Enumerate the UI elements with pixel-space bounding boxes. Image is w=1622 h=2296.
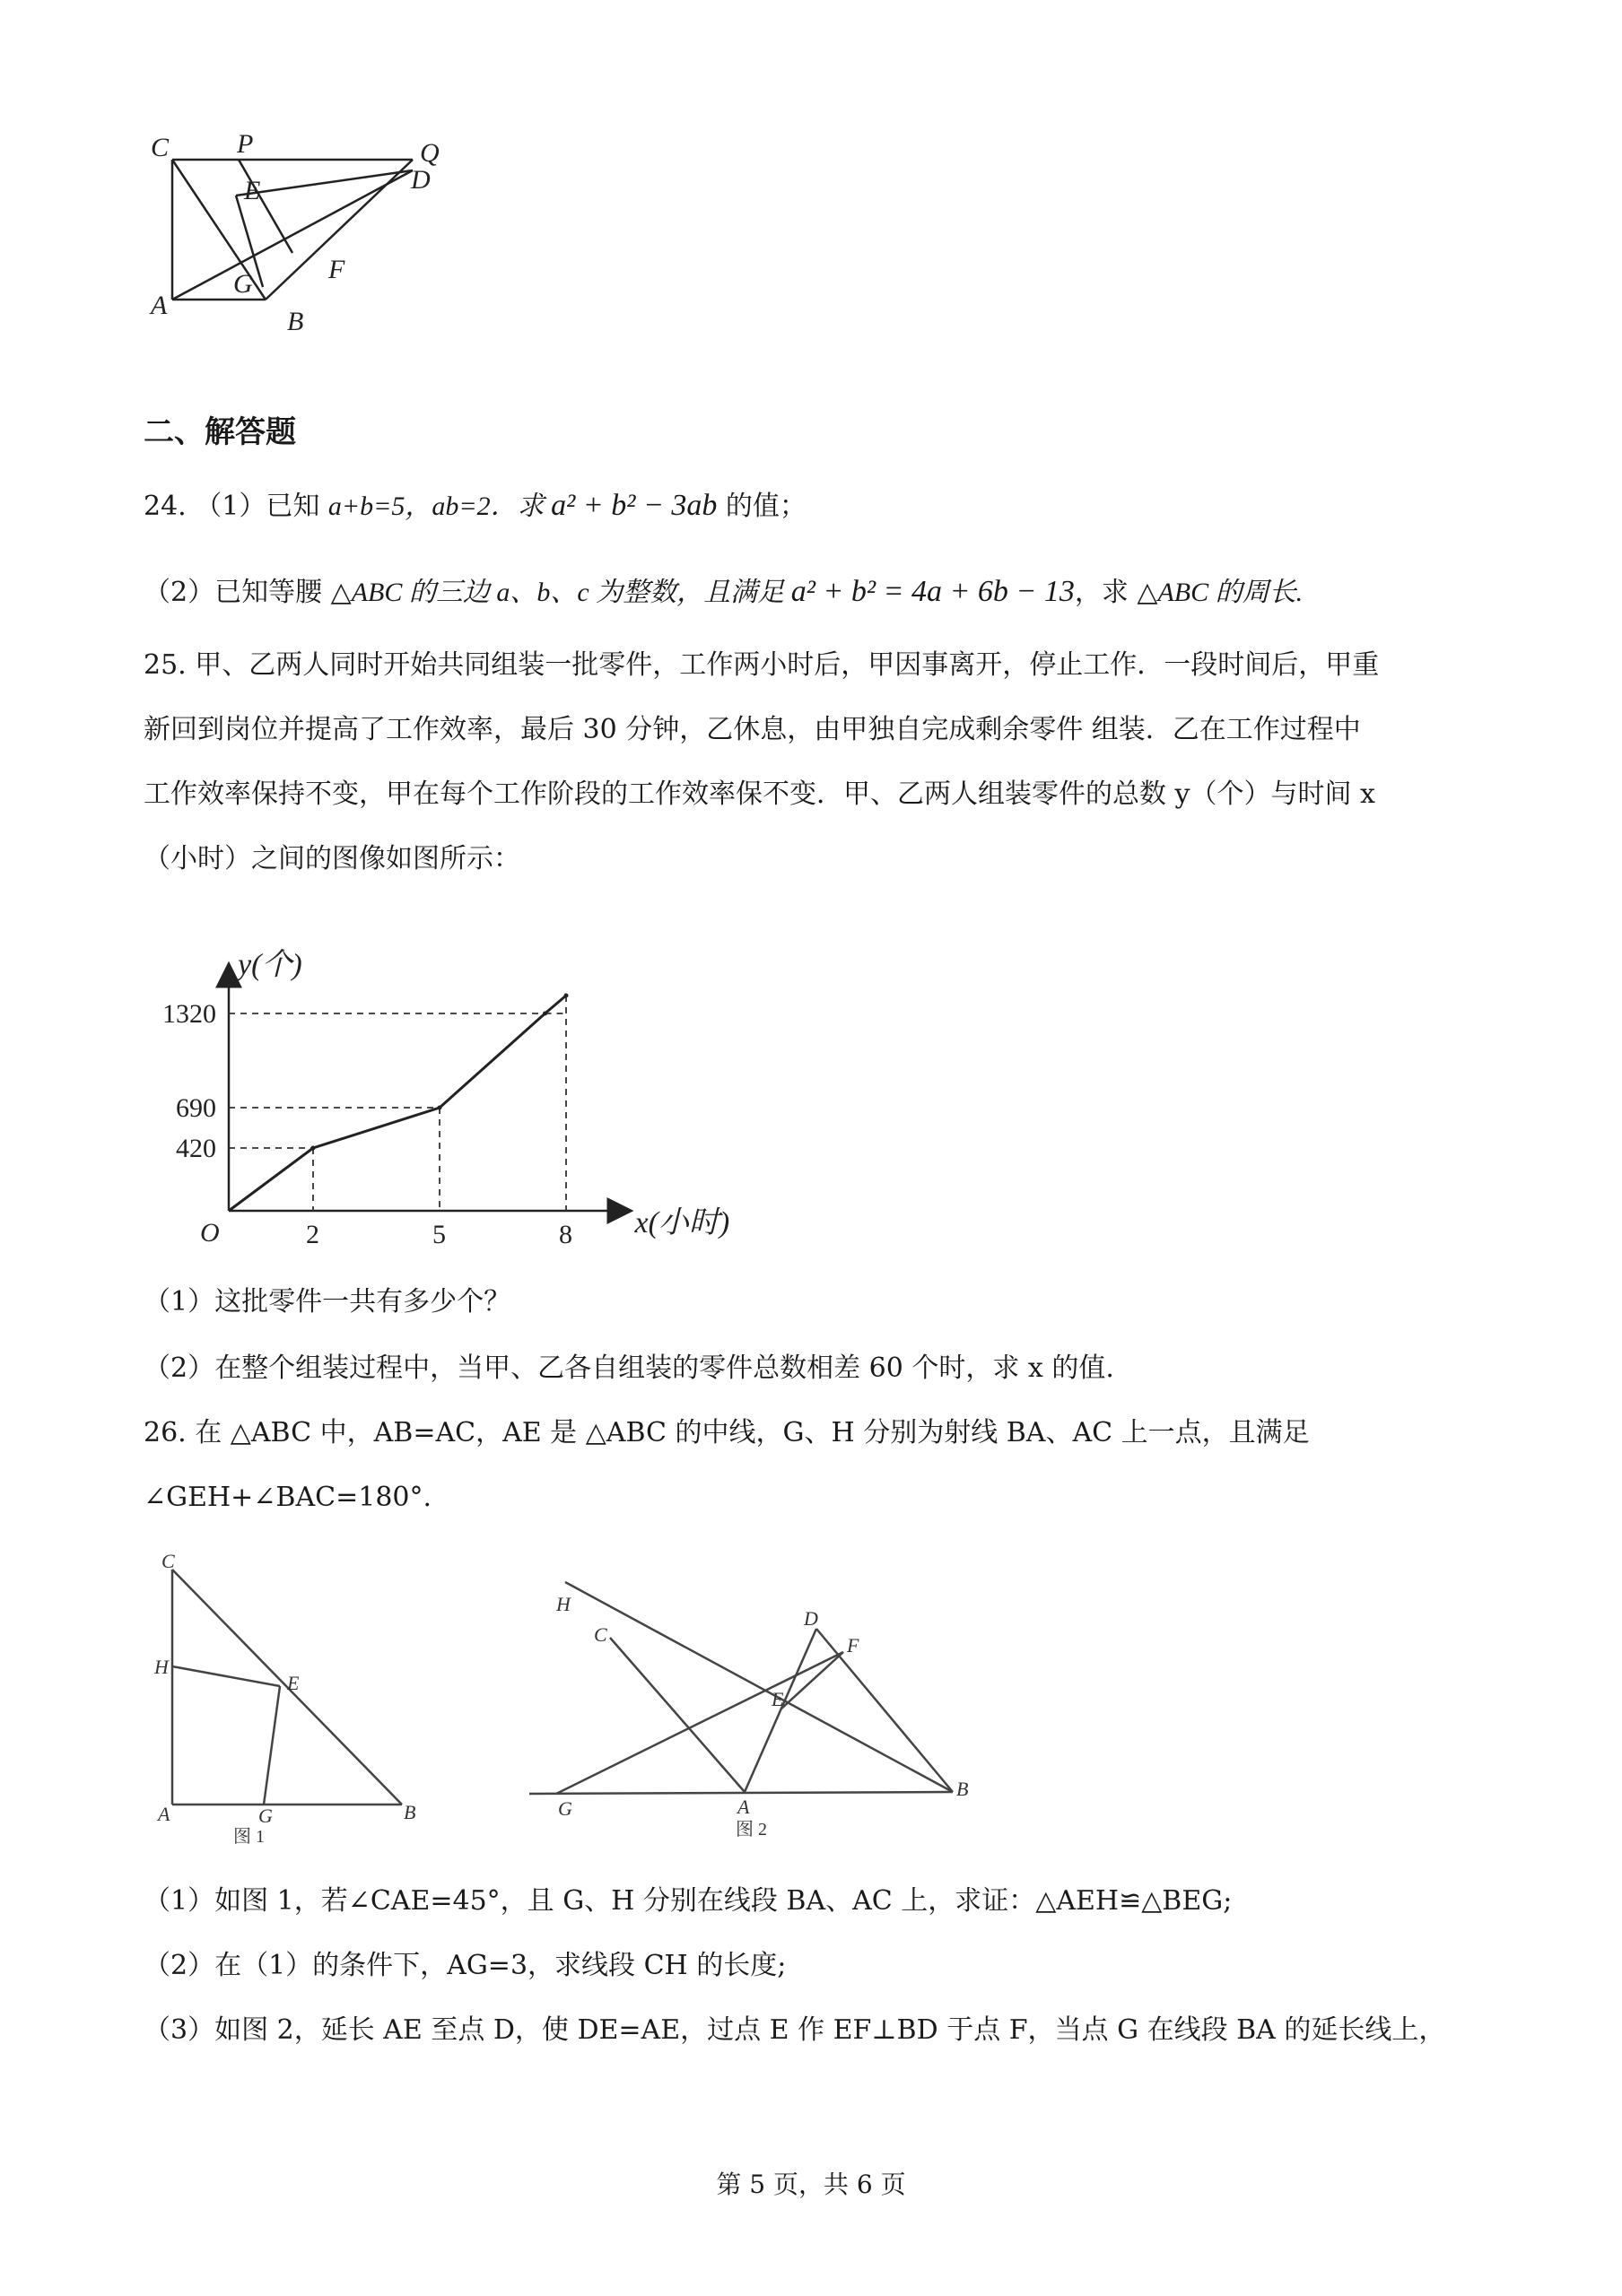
- y-tick-label: 420: [176, 1134, 216, 1163]
- q24-condition: a+b=5，ab=2．求: [327, 491, 552, 521]
- q24-2-end: ABC 的周长.: [1157, 578, 1304, 607]
- q24-2-mid: ABC 的三边 a、b、c 为整数，且满足: [351, 578, 791, 607]
- fig2-label-H: H: [556, 1593, 571, 1615]
- q24-prefix: 24. （1）已知: [144, 491, 328, 522]
- fig1-label-A: A: [158, 1803, 170, 1825]
- label-F: F: [328, 255, 345, 284]
- q26-sub-1: （1）如图 1，若∠CAE=45°，且 G、H 分别在线段 BA、AC 上，求证：△AEH≌△BEG;: [144, 1885, 1233, 1917]
- q25-para-3: 工作效率保持不变，甲在每个工作阶段的工作效率保不变．甲、乙两人组装零件的总数 y（个）与时间 x: [144, 778, 1375, 810]
- fig2-caption: 图 2: [736, 1820, 767, 1839]
- q24-2-prefix: （2）已知等腰: [144, 577, 331, 608]
- q26-figure-1: [144, 1546, 440, 1851]
- label-Q: Q: [420, 138, 440, 168]
- label-C: C: [151, 133, 170, 162]
- x-tick-label: 2: [306, 1220, 319, 1249]
- q25-sub-2: （2）在整个组装过程中，当甲、乙各自组装的零件总数相差 60 个时，求 x 的值.: [144, 1352, 1114, 1384]
- label-P: P: [237, 129, 254, 159]
- origin-label: O: [200, 1218, 220, 1248]
- x-tick-label: 5: [432, 1220, 446, 1249]
- label-D: D: [411, 165, 431, 195]
- x-tick-label: 8: [559, 1220, 572, 1249]
- figure-parallelogram: [144, 126, 467, 341]
- q25-sub-1: （1）这批零件一共有多少个？: [144, 1286, 511, 1318]
- q26-sub-3: （3）如图 2，延长 AE 至点 D，使 DE=AE，过点 E 作 EF⊥BD 于点 F，当点 G 在线段 BA 的延长线上，: [144, 2014, 1446, 2046]
- q24-expression: a² + b² − 3ab: [551, 489, 718, 522]
- fig2-label-A: A: [737, 1796, 750, 1818]
- triangle-symbol: △: [330, 577, 352, 608]
- y-tick-label: 1320: [162, 999, 216, 1029]
- q25-para-4: （小时）之间的图像如图所示：: [144, 843, 520, 874]
- q26-sub-2: （2）在（1）的条件下，AG=3，求线段 CH 的长度;: [144, 1950, 787, 1981]
- y-axis-label: y(个): [238, 948, 302, 982]
- q26-figure-2: [529, 1566, 996, 1844]
- fig2-label-C: C: [594, 1623, 607, 1646]
- fig2-label-D: D: [804, 1607, 818, 1630]
- q26-line-2: ∠GEH+∠BAC=180°.: [144, 1482, 432, 1513]
- q24-2-expression: a² + b² = 4a + 6b − 13: [790, 575, 1075, 608]
- y-tick-label: 690: [176, 1093, 216, 1123]
- series-line: [229, 996, 566, 1211]
- fig1-label-E: E: [287, 1672, 300, 1694]
- fig2-label-F: F: [847, 1634, 859, 1657]
- fig1-label-G: G: [258, 1805, 273, 1827]
- q25-para-2: 新回到岗位并提高了工作效率，最后 30 分钟，乙休息，由甲独自完成剩余零件 组装．乙在工作过程中: [144, 714, 1361, 745]
- x-axis-label: x(小时): [634, 1206, 730, 1239]
- fig1-label-B: B: [404, 1801, 416, 1823]
- section-title: 二、解答题: [144, 414, 296, 450]
- q26-line-1: 26. 在 △ABC 中，AB=AC，AE 是 △ABC 的中线，G、H 分别为射线 BA、AC 上一点，且满足: [144, 1417, 1310, 1448]
- q25-line-chart: [144, 904, 730, 1263]
- label-G: G: [233, 269, 253, 299]
- triangle-symbol: △: [1137, 577, 1158, 608]
- data-point: [564, 994, 569, 998]
- data-point: [438, 1106, 442, 1110]
- q25-para-1: 25. 甲、乙两人同时开始共同组装一批零件，工作两小时后，甲因事离开，停止工作．一段时间后，甲重: [144, 649, 1380, 681]
- q24-suffix: 的值；: [717, 491, 807, 522]
- fig2-label-G: G: [558, 1797, 572, 1820]
- fig2-label-B: B: [956, 1778, 969, 1800]
- label-E: E: [244, 176, 261, 205]
- data-point: [543, 1012, 547, 1016]
- q24-line2: [144, 572, 1303, 613]
- label-B: B: [287, 307, 304, 336]
- fig2-label-E: E: [772, 1688, 784, 1710]
- q24-2-suffix: ，求: [1074, 577, 1138, 608]
- q24-line1: [144, 486, 807, 526]
- label-A: A: [151, 291, 168, 320]
- fig1-label-C: C: [161, 1550, 175, 1572]
- fig1-label-H: H: [154, 1656, 169, 1678]
- fig1-caption: 图 1: [233, 1827, 265, 1847]
- data-point: [311, 1146, 316, 1151]
- page-footer: 第 5 页，共 6 页: [716, 2170, 906, 2199]
